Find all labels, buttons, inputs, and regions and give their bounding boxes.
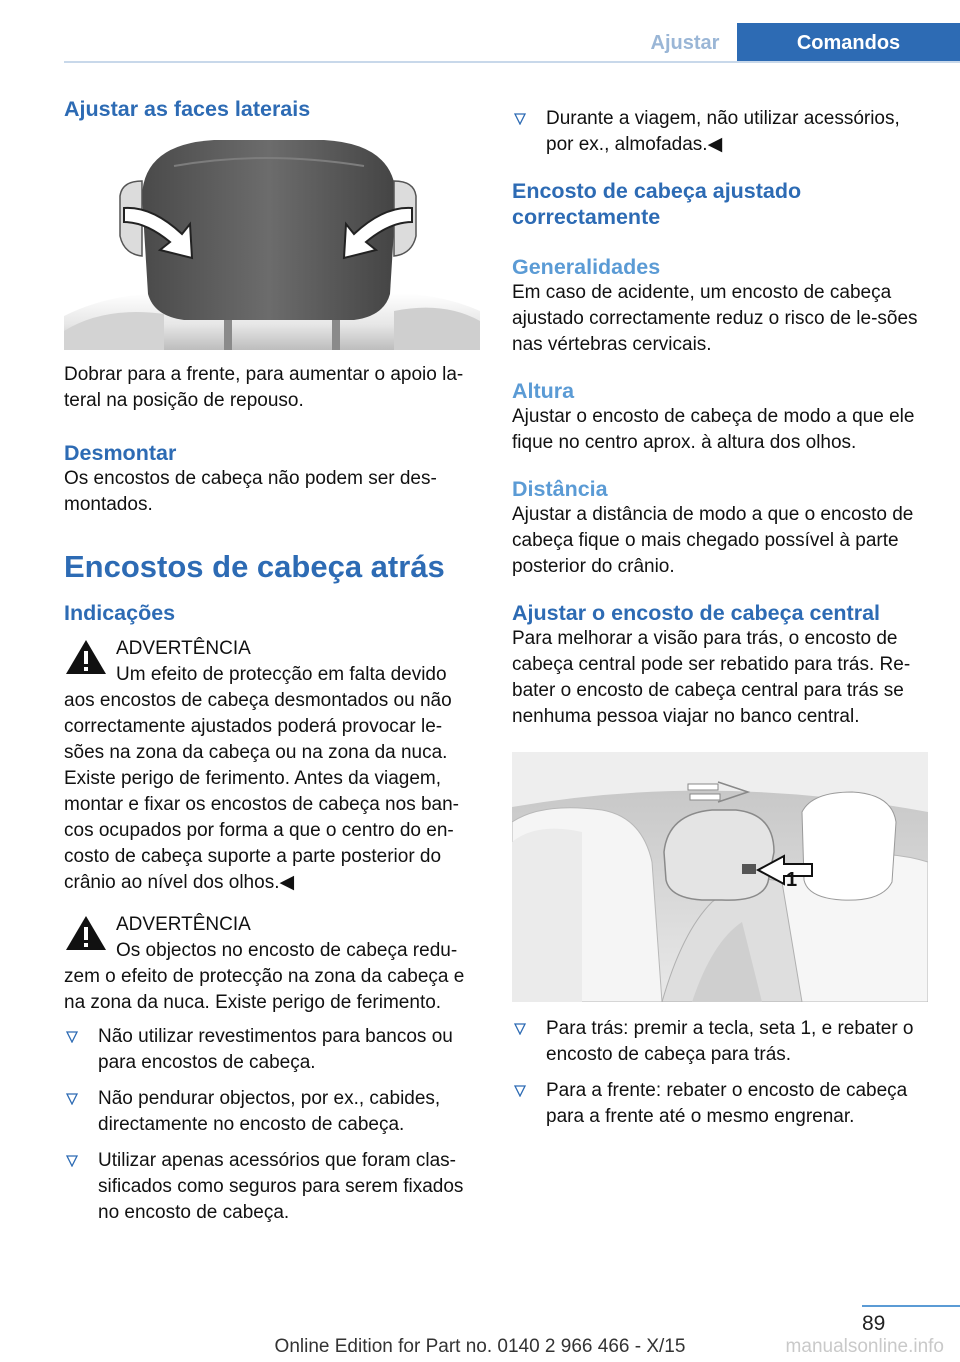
headrest-side-wings-figure <box>64 136 480 350</box>
triangle-bullet-icon <box>514 113 526 125</box>
heading-ajustar-faces: Ajustar as faces laterais <box>64 97 311 121</box>
heading-distancia: Distância <box>512 477 608 501</box>
triangle-bullet-icon <box>514 1023 526 1035</box>
triangle-bullet-icon <box>514 1085 526 1097</box>
heading-encostos-atras: Encostos de cabeça atrás <box>64 549 445 584</box>
warning-triangle-icon <box>64 914 108 952</box>
warning-title-2: ADVERTÊNCIA <box>116 914 251 935</box>
figure-callout-label: 1 <box>786 869 798 891</box>
bullet-list-right-bottom <box>512 1016 928 1130</box>
triangle-bullet-icon <box>66 1031 78 1043</box>
heading-ajustado-correctamente: Encosto de cabeça ajustado correctamente <box>512 179 802 229</box>
page-number: 89 <box>862 1312 886 1335</box>
paragraph-lateral: Dobrar para a frente, para aumentar o apoio la‐teral na posição de repouso. <box>64 364 464 411</box>
left-column <box>64 96 480 1226</box>
warning-block-2 <box>64 912 480 938</box>
warning-text-1: Um efeito de protecção em falta devido aos encostos de cabeça desmontados ou não correctamente ajustados poderá provocar le‐sões na zona da cabeça ou na zona da nuca. Existe perigo de ferimento. Antes da viagem, montar e fixar os encostos de cabeça nos ban‐cos ocupados por forma a que o centro do en‐costo de cabeça suporte a parte posterior do crânio ao nível dos olhos.◀ <box>64 664 460 893</box>
list-item-text: Para a frente: rebater o encosto de cabeça para a frente até o mesmo engrenar. <box>546 1080 908 1127</box>
tab-chapter-comandos[interactable]: Comandos <box>737 23 960 63</box>
footer-edition: Online Edition for Part no. 0140 2 966 466 - X/15 <box>274 1336 686 1357</box>
list-item-text: Não utilizar revestimentos para bancos ou para encostos de cabeça. <box>98 1026 453 1073</box>
warning-title-1: ADVERTÊNCIA <box>116 638 251 659</box>
list-item <box>512 106 928 158</box>
right-column <box>512 106 928 1130</box>
paragraph-altura: Ajustar o encosto de cabeça de modo a que ele fique no centro aprox. à altura dos olhos. <box>512 406 915 453</box>
paragraph-distancia: Ajustar a distância de modo a que o encosto de cabeça fique o mais chegado possível à parte posterior do crânio. <box>512 504 914 577</box>
heading-desmontar: Desmontar <box>64 441 177 465</box>
list-item <box>64 1024 480 1076</box>
tab-section-ajustar[interactable]: Ajustar <box>650 32 720 54</box>
list-item-text: Utilizar apenas acessórios que foram clas‐sificados como seguros para serem fixados no encosto de cabeça. <box>98 1150 464 1223</box>
center-headrest-figure <box>512 752 928 1002</box>
warning-text-2: Os objectos no encosto de cabeça redu‐zem o efeito de protecção na zona da cabeça e na zona da nuca. Existe perigo de ferimento. <box>64 940 465 1013</box>
heading-encosto-central: Ajustar o encosto de cabeça central <box>512 601 881 625</box>
footer-divider <box>862 1305 960 1307</box>
list-item <box>64 1148 480 1226</box>
warning-block-1 <box>64 636 480 662</box>
heading-altura: Altura <box>512 379 575 403</box>
paragraph-central: Para melhorar a visão para trás, o encosto de cabeça central pode ser rebatido para trás. Re‐bater o encosto de cabeça central para trás se nenhuma pessoa viajar no banco central. <box>512 628 911 727</box>
bullet-list-right-top <box>512 106 928 158</box>
list-item <box>64 1086 480 1138</box>
triangle-bullet-icon <box>66 1155 78 1167</box>
paragraph-generalidades: Em caso de acidente, um encosto de cabeça ajustado correctamente reduz o risco de le‐sões nas vértebras cervicais. <box>512 282 918 355</box>
list-item-text: Para trás: premir a tecla, seta 1, e rebater o encosto de cabeça para trás. <box>546 1018 914 1065</box>
header-divider <box>64 61 960 63</box>
heading-generalidades: Generalidades <box>512 255 661 279</box>
bullet-list-left <box>64 1024 480 1226</box>
list-item <box>512 1016 928 1068</box>
list-item <box>512 1078 928 1130</box>
triangle-bullet-icon <box>66 1093 78 1105</box>
list-item-text: Durante a viagem, não utilizar acessórios, por ex., almofadas.◀ <box>546 108 900 155</box>
heading-indicacoes: Indicações <box>64 601 176 625</box>
list-item-text: Não pendurar objectos, por ex., cabides, directamente no encosto de cabeça. <box>98 1088 441 1135</box>
paragraph-desmontar: Os encostos de cabeça não podem ser des‐montados. <box>64 468 437 515</box>
watermark: manualsonline.info <box>785 1336 944 1357</box>
